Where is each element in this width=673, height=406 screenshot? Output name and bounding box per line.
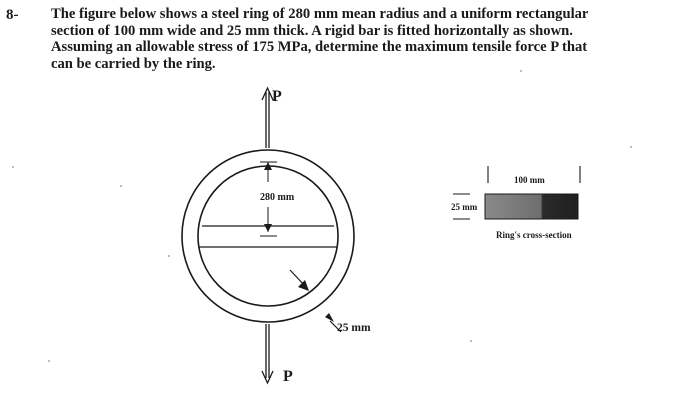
thickness-label: 25 mm xyxy=(337,322,371,334)
scan-speck xyxy=(520,70,522,72)
cross-section-caption: Ring's cross-section xyxy=(496,230,572,240)
scan-speck xyxy=(12,166,14,168)
bottom-load-arrow xyxy=(262,324,273,383)
scan-speck xyxy=(168,255,170,257)
problem-statement: The figure below shows a steel ring of 280 mm mean radius and a uniform rectangular section of 100 mm wide and 25 mm thick. A rigid bar is fitted horizontally as shown. Assuming an allowable stress of 175 MPa, determine the maximum tensile force P that can be carried by the ring. xyxy=(51,6,589,72)
problem-number: 8- xyxy=(6,7,19,23)
bottom-load-label: P xyxy=(283,368,293,385)
cross-section-thickness-label: 25 mm xyxy=(451,202,478,212)
scan-speck xyxy=(630,146,632,148)
scan-speck xyxy=(48,360,50,362)
scan-speck xyxy=(120,185,122,187)
radius-label: 280 mm xyxy=(260,192,295,203)
scan-speck xyxy=(470,340,472,342)
cross-section-rect xyxy=(485,194,578,219)
top-load-label: P xyxy=(272,88,282,105)
thickness-arrows xyxy=(290,270,341,332)
cross-section-width-label: 100 mm xyxy=(514,175,545,185)
